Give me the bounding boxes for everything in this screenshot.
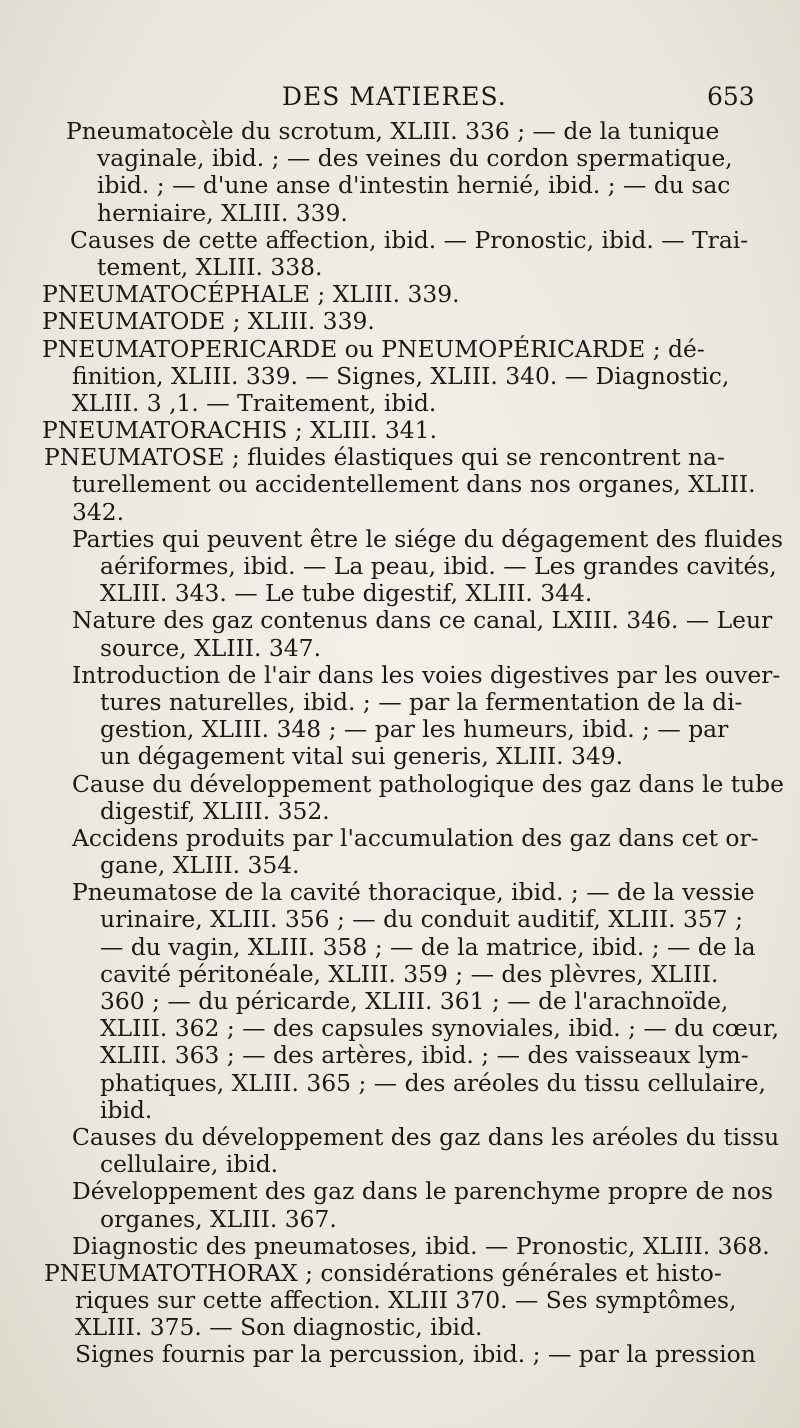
index-line: organes, XLIII. 367.	[100, 1204, 337, 1233]
index-line: XLIII. 343. — Le tube digestif, XLIII. 344.	[100, 579, 593, 608]
index-line: ibid.	[100, 1095, 153, 1124]
index-line: tement, XLIII. 338.	[97, 252, 323, 281]
index-line: Développement des gaz dans le parenchyme propre de nos	[72, 1177, 773, 1206]
running-title: DES MATIERES.	[282, 82, 507, 111]
index-line: Pneumatocèle du scrotum, XLIII. 336 ; — de la tunique	[66, 117, 720, 145]
index-line: Cause du développement pathologique des gaz dans le tube	[72, 769, 784, 798]
index-line: aériformes, ibid. — La peau, ibid. — Les grandes cavités,	[100, 552, 777, 580]
index-line: Signes fournis par la percussion, ibid. ; — par la pression	[75, 1340, 756, 1369]
index-line: Pneumatose de la cavité thoracique, ibid. ; — de la vessie	[72, 878, 755, 907]
index-line: Parties qui peuvent être le siége du dégagement des fluides	[72, 524, 783, 553]
index-line: urinaire, XLIII. 356 ; — du conduit auditif, XLIII. 357 ;	[100, 905, 743, 934]
index-line: 360 ; — du péricarde, XLIII. 361 ; — de l'arachnoïde,	[100, 987, 729, 1015]
index-line: turellement ou accidentellement dans nos organes, XLIII.	[72, 470, 756, 499]
index-line: tures naturelles, ibid. ; — par la fermentation de la di-	[100, 687, 743, 716]
index-line: XLIII. 375. — Son diagnostic, ibid.	[75, 1313, 483, 1342]
index-line: Causes du développement des gaz dans les aréoles du tissu	[72, 1122, 780, 1151]
index-line: Causes de cette affection, ibid. — Pronostic, ibid. — Trai-	[70, 225, 749, 254]
index-line: un dégagement vital sui generis, XLIII. 349.	[100, 742, 624, 771]
index-line: PNEUMATOTHORAX ; considérations générales et histo-	[44, 1258, 722, 1287]
index-line: cavité péritonéale, XLIII. 359 ; — des plèvres, XLIII.	[100, 959, 719, 988]
index-line: finition, XLIII. 339. — Signes, XLIII. 340. — Diagnostic,	[72, 361, 730, 390]
index-line: XLIII. 362 ; — des capsules synoviales, ibid. ; — du cœur,	[100, 1014, 780, 1043]
index-line: riques sur cette affection. XLIII 370. — Ses symptômes,	[75, 1286, 737, 1315]
index-line: PNEUMATORACHIS ; XLIII. 341.	[42, 416, 438, 445]
index-line: XLIII. 3 ,1. — Traitement, ibid.	[72, 388, 437, 417]
index-line: — du vagin, XLIII. 358 ; — de la matrice, ibid. ; — de la	[100, 932, 756, 961]
index-line: gestion, XLIII. 348 ; — par les humeurs, ibid. ; — par	[100, 715, 729, 744]
index-line: vaginale, ibid. ; — des veines du cordon spermatique,	[97, 144, 733, 173]
index-line: digestif, XLIII. 352.	[100, 796, 330, 825]
index-line: PNEUMATOCÉPHALE ; XLIII. 339.	[42, 280, 460, 309]
index-line: 342.	[72, 497, 125, 526]
index-line: XLIII. 363 ; — des artères, ibid. ; — des vaisseaux lym-	[100, 1041, 749, 1070]
index-line: source, XLIII. 347.	[100, 633, 322, 662]
index-line: PNEUMATODE ; XLIII. 339.	[42, 307, 375, 336]
index-line: Accidens produits par l'accumulation des gaz dans cet or-	[72, 823, 759, 852]
index-line: gane, XLIII. 354.	[100, 851, 300, 880]
index-line: Introduction de l'air dans les voies digestives par les ouver-	[72, 660, 781, 689]
page-header	[0, 82, 800, 122]
index-line: PNEUMATOPERICARDE ou PNEUMOPÉRICARDE ; dé-	[42, 334, 705, 363]
index-line: Nature des gaz contenus dans ce canal, LXIII. 346. — Leur	[72, 606, 773, 635]
index-line: herniaire, XLIII. 339.	[97, 198, 348, 227]
page-number: 653	[707, 82, 755, 111]
index-line: Diagnostic des pneumatoses, ibid. — Pronostic, XLIII. 368.	[72, 1231, 770, 1260]
index-line: ibid. ; — d'une anse d'intestin hernié, ibid. ; — du sac	[97, 171, 731, 200]
index-line: phatiques, XLIII. 365 ; — des aréoles du tissu cellulaire,	[100, 1068, 766, 1097]
index-line: PNEUMATOSE ; fluides élastiques qui se rencontrent na-	[44, 443, 725, 472]
index-line: cellulaire, ibid.	[100, 1150, 279, 1179]
index-body	[0, 118, 800, 1369]
